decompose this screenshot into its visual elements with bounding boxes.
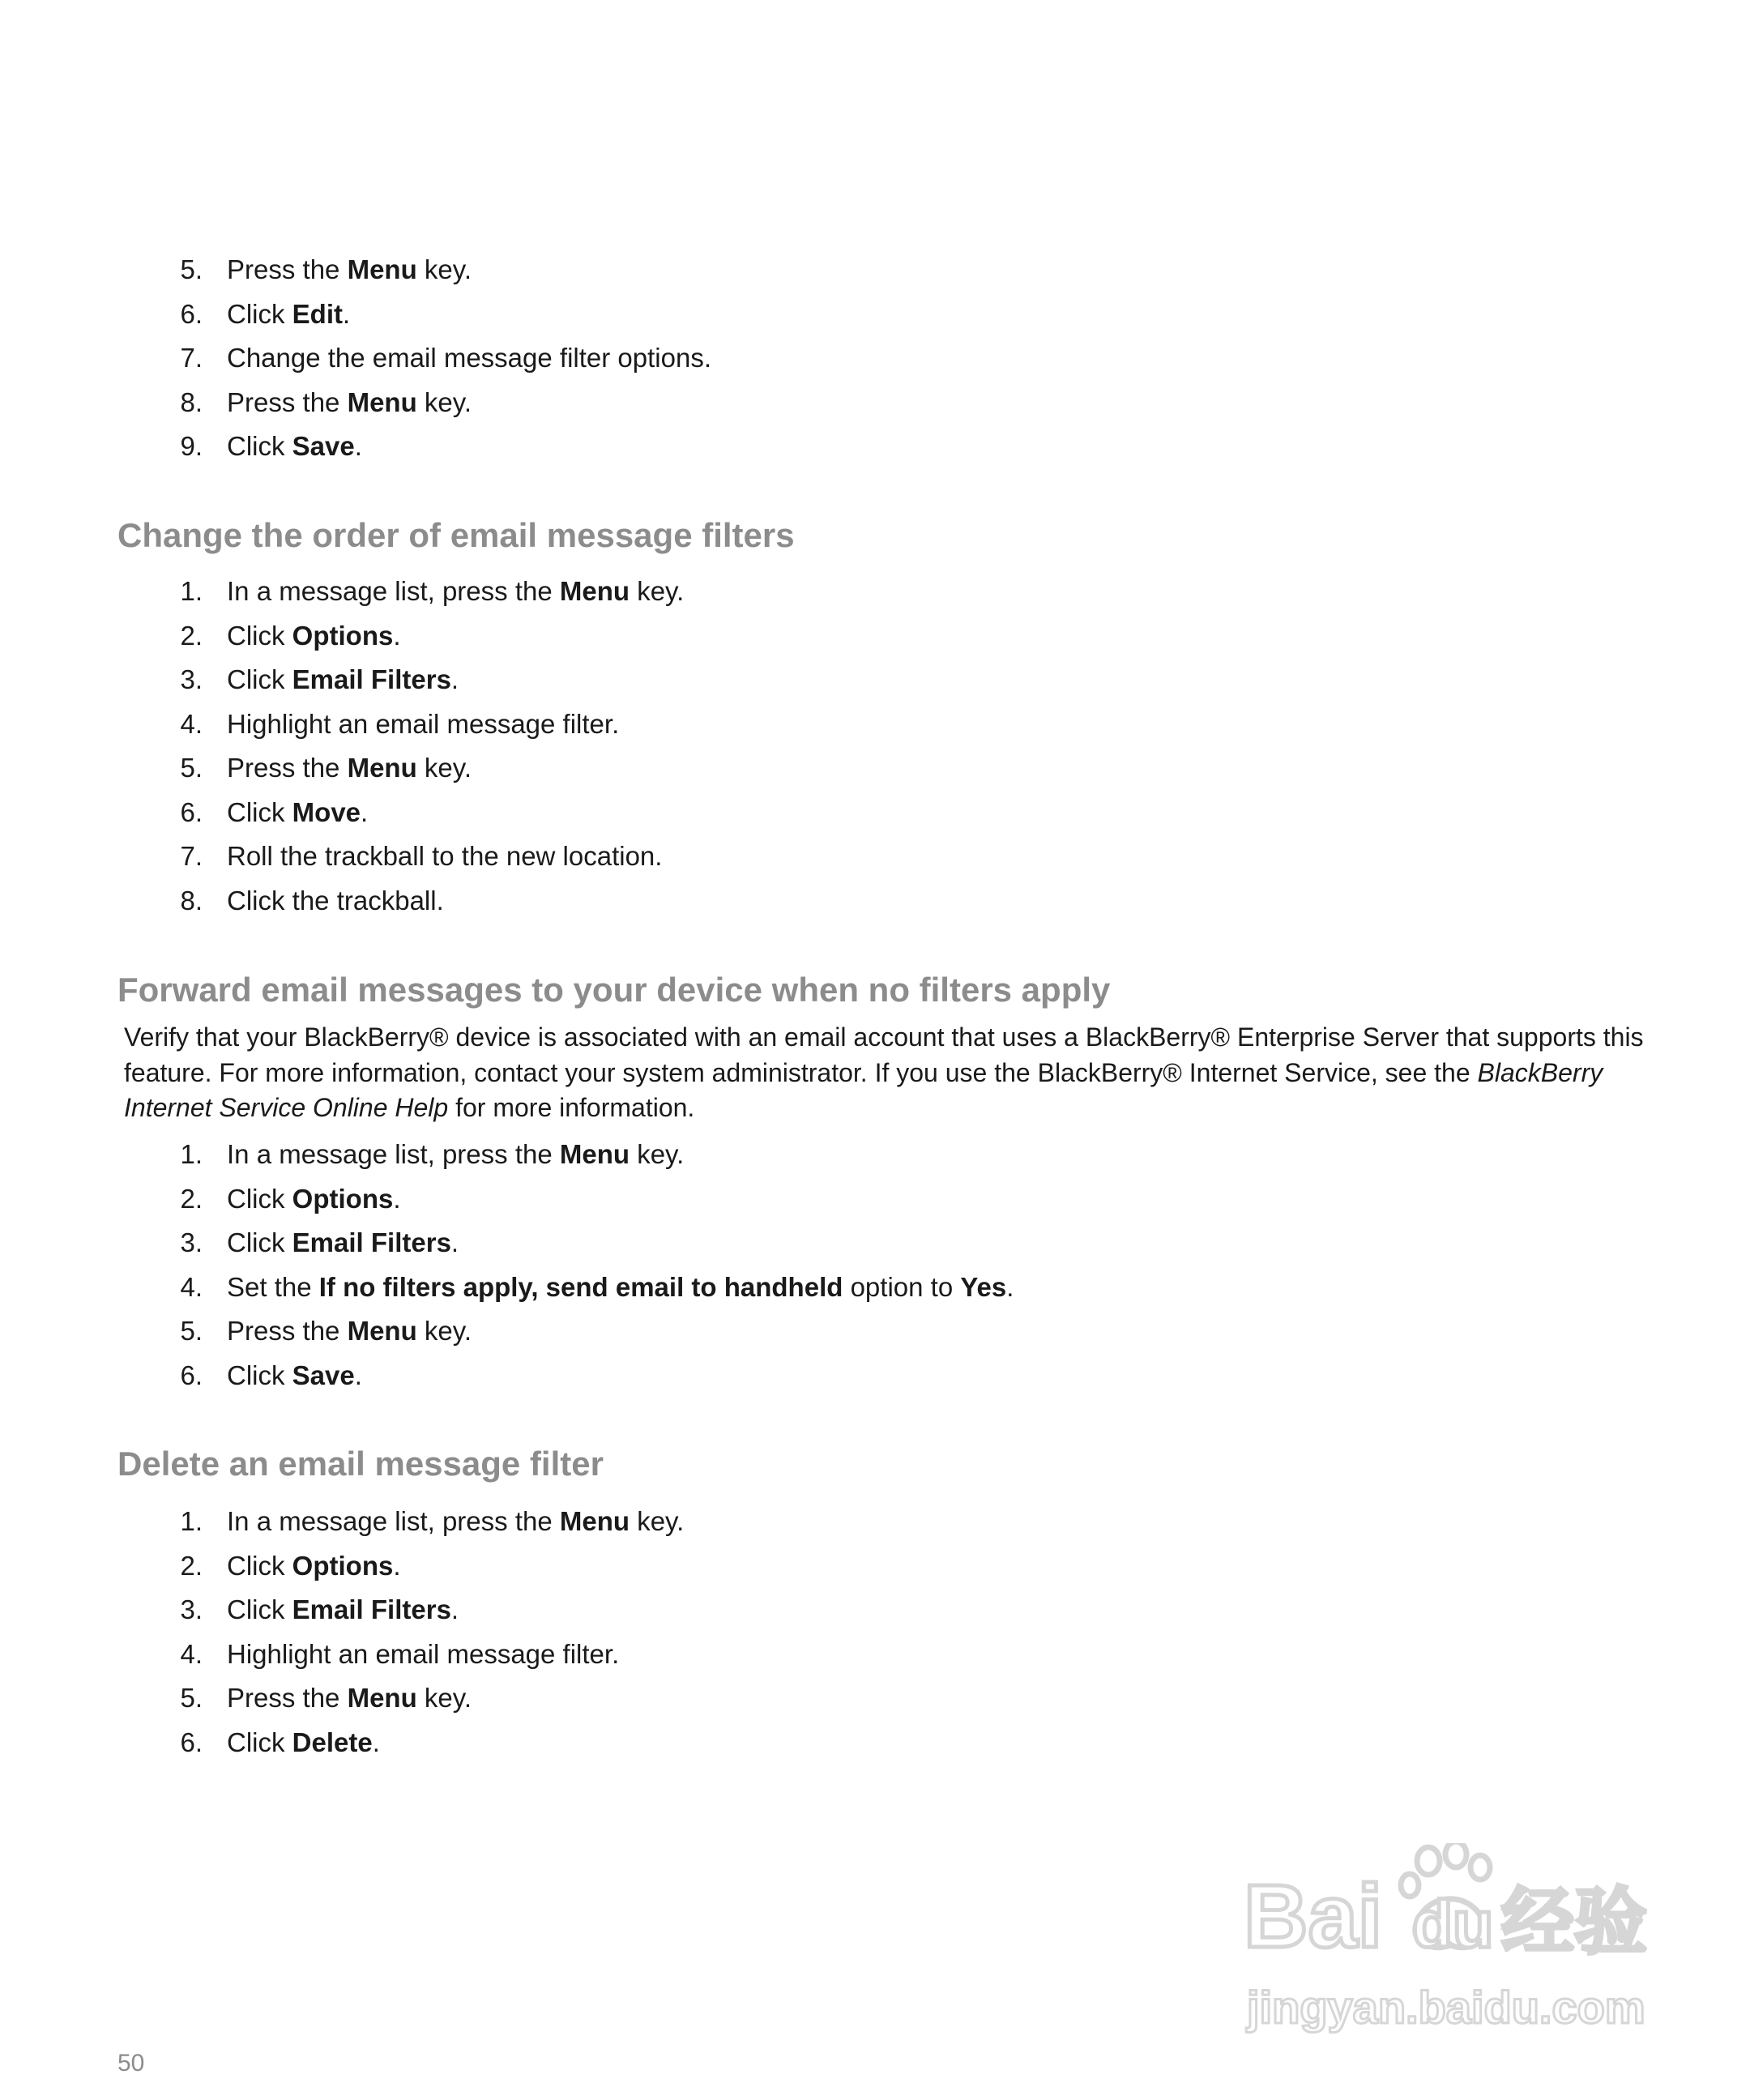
step-text: Highlight an email message filter. bbox=[227, 708, 620, 739]
step-number: 9. bbox=[180, 431, 203, 461]
step-body bbox=[227, 834, 662, 879]
step-text: Press the bbox=[227, 753, 348, 783]
step-text: Click bbox=[227, 1594, 292, 1624]
step-number: 1. bbox=[180, 1139, 203, 1169]
svg-text:du: du bbox=[1412, 1888, 1494, 1961]
step-text: key. bbox=[630, 576, 685, 606]
step-text: Click the trackball. bbox=[227, 885, 444, 916]
step-number: 2. bbox=[180, 1550, 203, 1581]
step-text: Click bbox=[227, 796, 292, 827]
step-item bbox=[159, 614, 684, 659]
step-number: 6. bbox=[180, 796, 203, 827]
step-text: Change the email message filter options. bbox=[227, 343, 711, 373]
step-body bbox=[227, 1588, 459, 1633]
step-item bbox=[159, 336, 711, 381]
step-body bbox=[227, 658, 459, 702]
page-number: 50 bbox=[117, 2050, 145, 2077]
step-body bbox=[227, 570, 684, 614]
step-number: 5. bbox=[180, 1316, 203, 1346]
svg-text:Bai: Bai bbox=[1244, 1867, 1383, 1966]
step-text: Click bbox=[227, 1550, 292, 1581]
step-text: . bbox=[393, 1550, 401, 1581]
step-text: key. bbox=[630, 1506, 685, 1536]
bold-ui-term: Options bbox=[292, 1550, 394, 1581]
step-number: 6. bbox=[180, 1359, 203, 1390]
step-text: . bbox=[450, 1227, 459, 1257]
forward-email-step-list bbox=[159, 1133, 1014, 1398]
step-body bbox=[227, 1177, 401, 1222]
step-item bbox=[159, 292, 711, 337]
svg-text:经验: 经验 bbox=[1501, 1880, 1647, 1965]
step-text: key. bbox=[416, 1316, 472, 1346]
step-number: 3. bbox=[180, 1227, 203, 1257]
step-body bbox=[227, 1221, 459, 1266]
italic-doc-title: BlackBerry Internet Service Online Help bbox=[124, 1057, 1603, 1122]
bold-ui-term: Email Filters bbox=[292, 664, 451, 694]
step-item bbox=[159, 425, 711, 469]
step-body bbox=[227, 336, 711, 381]
step-text: . bbox=[393, 620, 401, 651]
step-item bbox=[159, 658, 684, 702]
step-number: 5. bbox=[180, 254, 203, 284]
step-text: . bbox=[450, 664, 459, 694]
step-number: 3. bbox=[180, 664, 203, 694]
step-item bbox=[159, 1221, 1014, 1266]
step-item bbox=[159, 1588, 684, 1633]
step-text: . bbox=[1006, 1271, 1014, 1302]
delete-filter-step-list bbox=[159, 1500, 684, 1765]
step-item bbox=[159, 1500, 684, 1544]
step-text: . bbox=[354, 431, 362, 461]
bold-ui-term: Email Filters bbox=[292, 1594, 451, 1624]
step-item bbox=[159, 746, 684, 791]
step-body bbox=[227, 1309, 472, 1354]
step-number: 1. bbox=[180, 1506, 203, 1536]
step-text: key. bbox=[416, 1683, 472, 1713]
step-number: 7. bbox=[180, 841, 203, 871]
step-body bbox=[227, 791, 368, 835]
svg-text:jingyan.baidu.com: jingyan.baidu.com bbox=[1247, 1982, 1645, 2033]
step-text: key. bbox=[630, 1139, 685, 1169]
baidu-jingyan-watermark-logo bbox=[1244, 1843, 1665, 2038]
step-number: 5. bbox=[180, 753, 203, 783]
step-number: 3. bbox=[180, 1594, 203, 1624]
step-item bbox=[159, 381, 711, 425]
step-number: 8. bbox=[180, 885, 203, 916]
step-text: . bbox=[343, 298, 351, 329]
step-body bbox=[227, 1500, 684, 1544]
step-number: 6. bbox=[180, 298, 203, 329]
bold-ui-term: Menu bbox=[559, 1506, 630, 1536]
step-text: Click bbox=[227, 1727, 292, 1757]
step-item bbox=[159, 1133, 1014, 1177]
step-text: In a message list, press the bbox=[227, 1139, 560, 1169]
step-body bbox=[227, 292, 350, 337]
step-number: 8. bbox=[180, 386, 203, 417]
step-item bbox=[159, 1633, 684, 1677]
bold-ui-term: Options bbox=[292, 1183, 394, 1214]
step-text: Press the bbox=[227, 1316, 348, 1346]
step-text: . bbox=[361, 796, 369, 827]
step-item bbox=[159, 1676, 684, 1721]
paragraph-text: for more information. bbox=[448, 1093, 695, 1122]
step-text: In a message list, press the bbox=[227, 576, 560, 606]
step-body bbox=[227, 1633, 619, 1677]
step-item bbox=[159, 791, 684, 835]
step-text: Click bbox=[227, 1359, 292, 1390]
step-number: 4. bbox=[180, 1271, 203, 1302]
step-item bbox=[159, 702, 684, 747]
bold-ui-term: Save bbox=[292, 1359, 355, 1390]
step-item bbox=[159, 834, 684, 879]
change-order-step-list bbox=[159, 570, 684, 923]
step-item bbox=[159, 1721, 684, 1765]
step-text: Click bbox=[227, 1227, 292, 1257]
step-item bbox=[159, 1354, 1014, 1398]
step-item bbox=[159, 1266, 1014, 1310]
step-item bbox=[159, 1309, 1014, 1354]
step-body bbox=[227, 614, 401, 659]
step-text: Roll the trackball to the new location. bbox=[227, 841, 663, 871]
paragraph-text: Verify that your BlackBerry® device is associated with an email account that uses a BlackBerry® Enterprise Server that supports this feature. For more information, contact your system administrator. If you use the BlackBerry® Internet Service, see the bbox=[124, 1022, 1644, 1087]
bold-ui-term: Menu bbox=[347, 753, 417, 783]
step-body bbox=[227, 1354, 362, 1398]
step-item bbox=[159, 1177, 1014, 1222]
step-text: Click bbox=[227, 431, 292, 461]
step-text: Click bbox=[227, 1183, 292, 1214]
section-heading-delete-filter: Delete an email message filter bbox=[117, 1445, 604, 1483]
step-item bbox=[159, 570, 684, 614]
section-heading-change-order: Change the order of email message filters bbox=[117, 516, 795, 554]
step-item bbox=[159, 879, 684, 924]
step-text: key. bbox=[416, 753, 472, 783]
section-heading-forward-email: Forward email messages to your device when no filters apply bbox=[117, 971, 1111, 1009]
bold-ui-term: Move bbox=[292, 796, 361, 827]
bold-ui-term: Edit bbox=[292, 298, 343, 329]
bold-ui-term: Menu bbox=[347, 1316, 417, 1346]
step-body bbox=[227, 879, 444, 924]
bold-ui-term: Delete bbox=[292, 1727, 373, 1757]
step-text: Press the bbox=[227, 1683, 348, 1713]
bold-ui-term: Menu bbox=[347, 1683, 417, 1713]
step-number: 6. bbox=[180, 1727, 203, 1757]
step-body bbox=[227, 425, 362, 469]
step-number: 2. bbox=[180, 1183, 203, 1214]
bold-ui-term: Menu bbox=[347, 254, 417, 284]
step-body bbox=[227, 248, 472, 292]
intro-step-list bbox=[159, 248, 711, 469]
step-text: . bbox=[354, 1359, 362, 1390]
step-text: option to bbox=[843, 1271, 961, 1302]
step-text: Press the bbox=[227, 386, 348, 417]
step-text: key. bbox=[416, 254, 472, 284]
step-number: 2. bbox=[180, 620, 203, 651]
step-text: . bbox=[393, 1183, 401, 1214]
step-text: key. bbox=[416, 386, 472, 417]
step-body bbox=[227, 1133, 684, 1177]
step-body bbox=[227, 381, 472, 425]
bold-ui-term: Email Filters bbox=[292, 1227, 451, 1257]
step-text: Set the bbox=[227, 1271, 319, 1302]
step-text: . bbox=[372, 1727, 380, 1757]
step-body bbox=[227, 702, 619, 747]
step-number: 7. bbox=[180, 343, 203, 373]
bold-ui-term: If no filters apply, send email to handheld bbox=[318, 1271, 843, 1302]
bold-ui-term: Save bbox=[292, 431, 355, 461]
bold-ui-term: Menu bbox=[347, 386, 417, 417]
step-text: Click bbox=[227, 664, 292, 694]
bold-ui-term: Yes bbox=[960, 1271, 1007, 1302]
bold-ui-term: Menu bbox=[559, 1139, 630, 1169]
step-body bbox=[227, 1544, 401, 1589]
step-text: Click bbox=[227, 298, 292, 329]
step-body bbox=[227, 1721, 380, 1765]
step-text: In a message list, press the bbox=[227, 1506, 560, 1536]
step-number: 4. bbox=[180, 708, 203, 739]
step-body bbox=[227, 1266, 1014, 1310]
step-text: Highlight an email message filter. bbox=[227, 1638, 620, 1669]
step-item bbox=[159, 248, 711, 292]
step-item bbox=[159, 1544, 684, 1589]
step-text: Press the bbox=[227, 254, 348, 284]
step-number: 4. bbox=[180, 1638, 203, 1669]
bold-ui-term: Options bbox=[292, 620, 394, 651]
bold-ui-term: Menu bbox=[559, 576, 630, 606]
step-number: 5. bbox=[180, 1683, 203, 1713]
step-body bbox=[227, 746, 472, 791]
forward-email-intro-paragraph bbox=[124, 1020, 1663, 1126]
step-number: 1. bbox=[180, 576, 203, 606]
step-body bbox=[227, 1676, 472, 1721]
step-text: Click bbox=[227, 620, 292, 651]
step-text: . bbox=[450, 1594, 459, 1624]
